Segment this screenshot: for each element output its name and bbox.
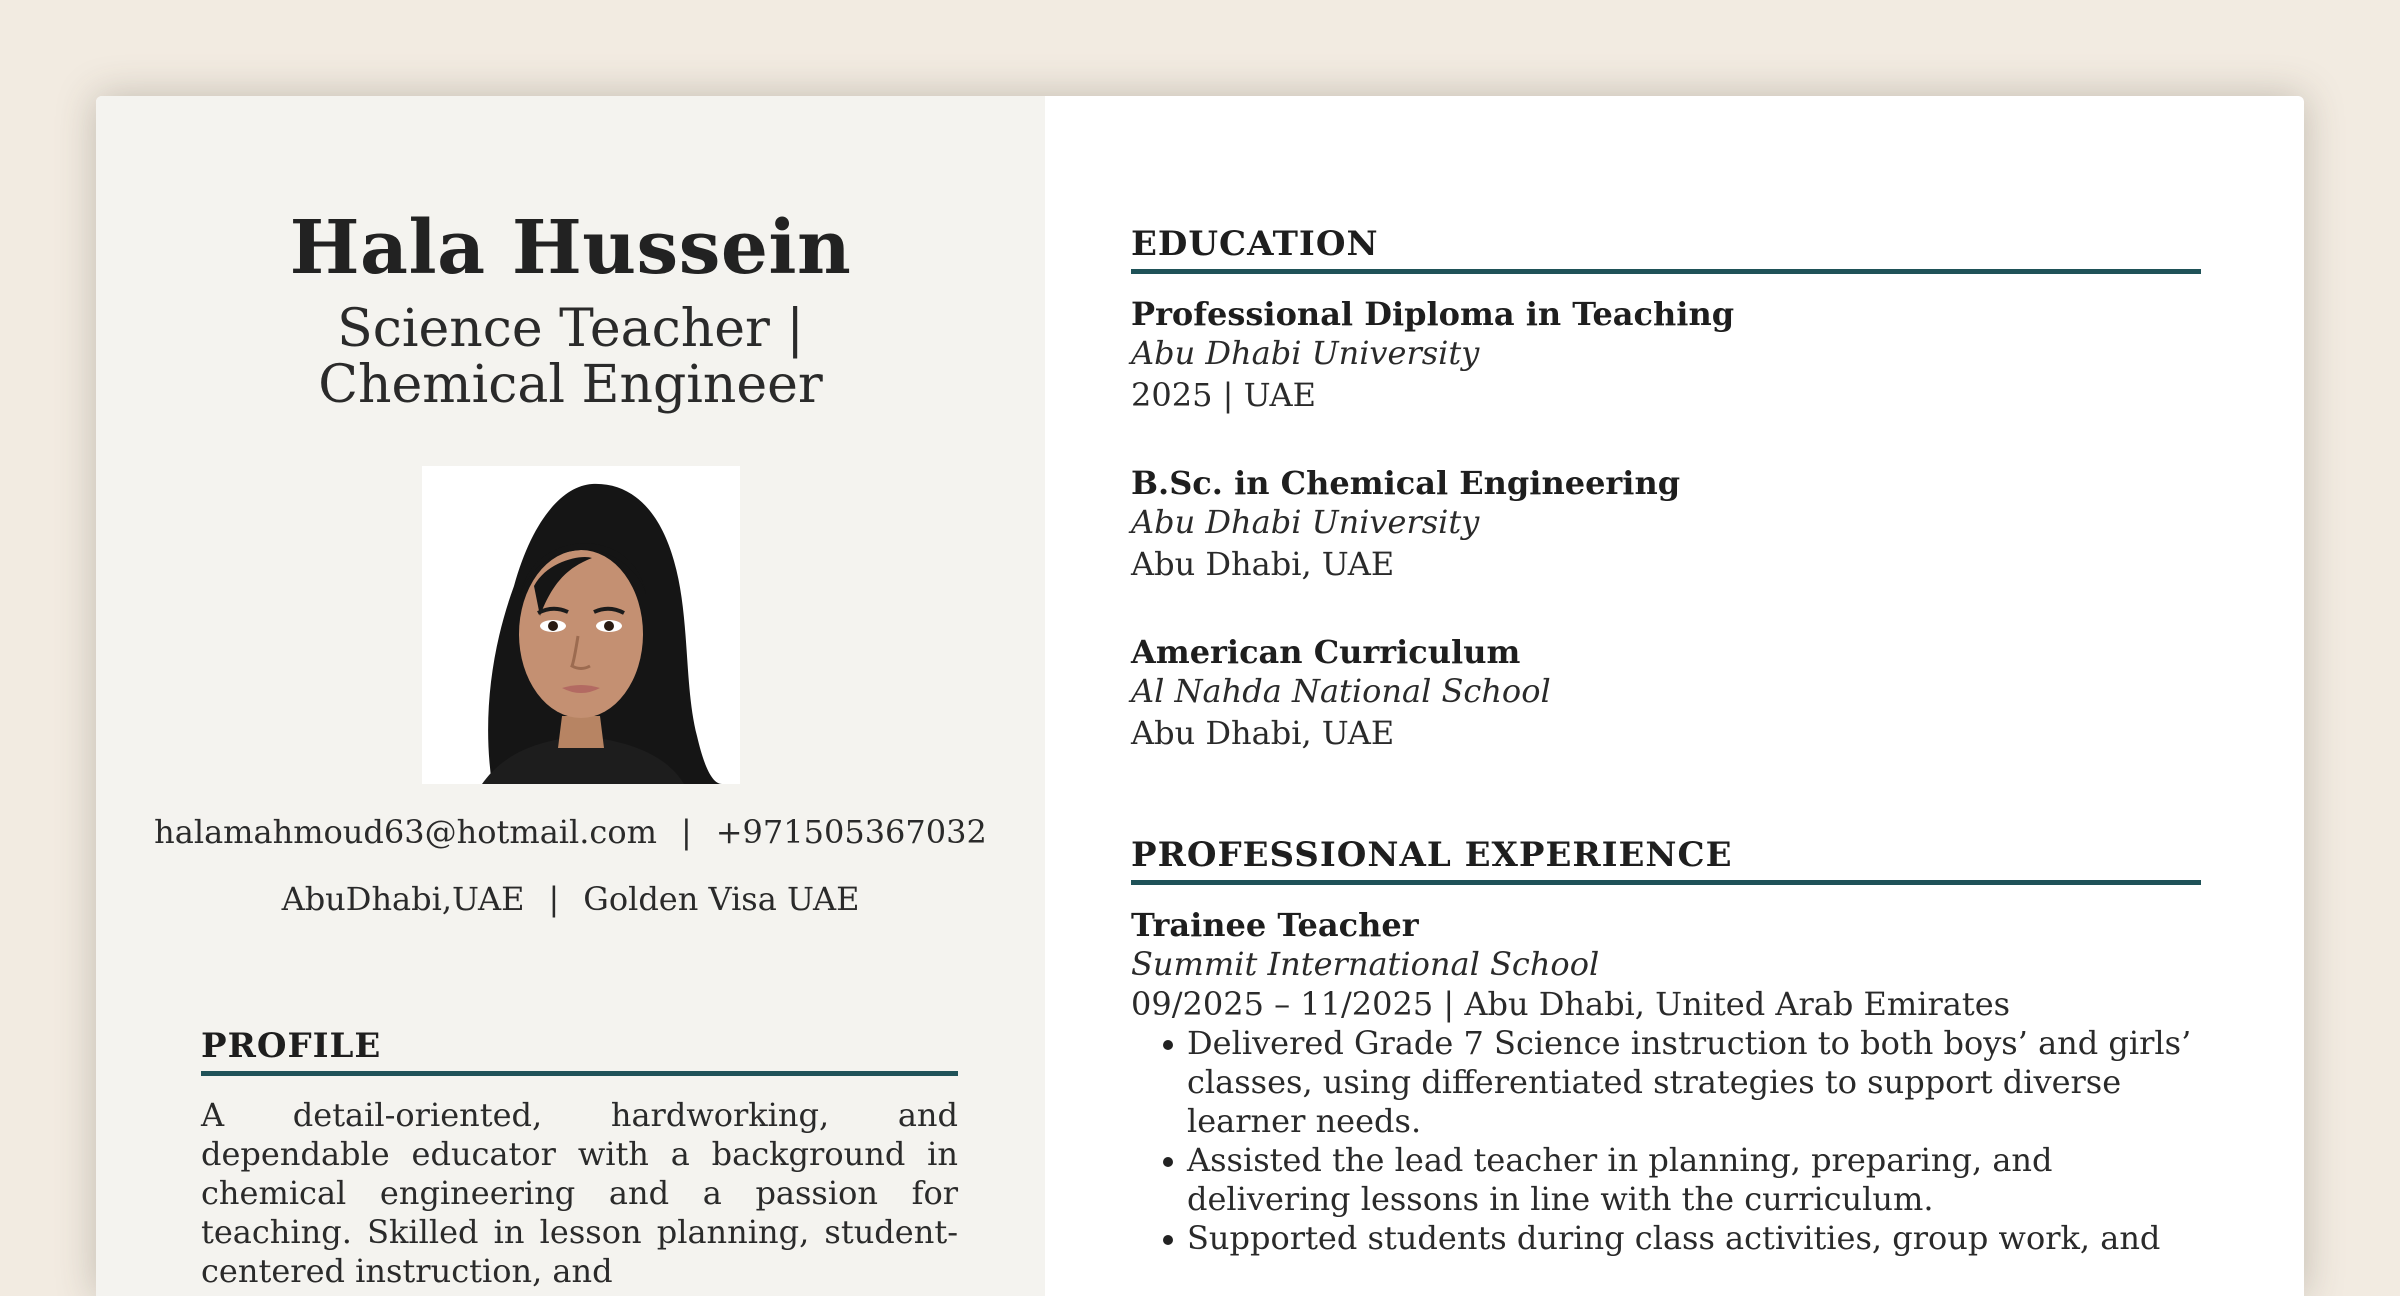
profile-divider bbox=[201, 1071, 958, 1076]
education-detail: Abu Dhabi, UAE bbox=[1131, 545, 1395, 583]
email-link[interactable]: halamahmoud63@hotmail.com bbox=[154, 813, 657, 851]
contact-line-2 bbox=[96, 879, 1045, 919]
profile-heading: PROFILE bbox=[201, 1026, 382, 1066]
employer: Summit International School bbox=[1131, 945, 1600, 983]
education-entry bbox=[1131, 294, 2201, 417]
separator: | bbox=[548, 880, 560, 918]
list-item: Delivered Grade 7 Science instruction to both boys’ and girls’ classes, using differentiated strategies to support diverse learner needs. bbox=[1187, 1024, 2201, 1141]
location: AbuDhabi,UAE bbox=[281, 880, 525, 918]
experience-divider bbox=[1131, 880, 2201, 885]
separator: | bbox=[680, 813, 692, 851]
portrait-illustration bbox=[422, 466, 740, 784]
job-title: Science Teacher | Chemical Engineer bbox=[318, 299, 823, 415]
education-detail: Abu Dhabi, UAE bbox=[1131, 714, 1395, 752]
job-role: Trainee Teacher bbox=[1131, 906, 1419, 944]
institution: Abu Dhabi University bbox=[1131, 334, 1480, 372]
responsibilities-list bbox=[1131, 1024, 2201, 1258]
degree: B.Sc. in Chemical Engineering bbox=[1131, 464, 1681, 502]
visa-status: Golden Visa UAE bbox=[583, 880, 860, 918]
resume-sheet bbox=[96, 96, 2304, 1296]
job-dates: 09/2025 – 11/2025 | Abu Dhabi, United Arab Emirates bbox=[1131, 985, 2011, 1023]
profile-summary: A detail-oriented, hardworking, and dependable educator with a background in chemical engineering and a passion for teaching. Skilled in lesson planning, student-centered instruction, and bbox=[201, 1096, 958, 1290]
person-name: Hala Hussein bbox=[289, 205, 852, 291]
education-entry bbox=[1131, 632, 2201, 755]
education-detail: 2025 | UAE bbox=[1131, 376, 1317, 414]
education-heading: EDUCATION bbox=[1131, 224, 1379, 264]
institution: Abu Dhabi University bbox=[1131, 503, 1480, 541]
phone-number[interactable]: +971505367032 bbox=[715, 813, 987, 851]
education-divider bbox=[1131, 269, 2201, 274]
profile-photo bbox=[422, 466, 740, 784]
degree: American Curriculum bbox=[1131, 633, 1521, 671]
institution: Al Nahda National School bbox=[1131, 672, 1551, 710]
education-entry bbox=[1131, 463, 2201, 586]
degree: Professional Diploma in Teaching bbox=[1131, 295, 1735, 333]
list-item: Supported students during class activities, group work, and bbox=[1187, 1219, 2201, 1258]
experience-heading: PROFESSIONAL EXPERIENCE bbox=[1131, 835, 1733, 875]
right-panel bbox=[1045, 96, 2304, 1296]
left-panel bbox=[96, 96, 1045, 1296]
experience-entry bbox=[1131, 905, 2201, 1258]
contact-line-1 bbox=[96, 812, 1045, 852]
list-item: Assisted the lead teacher in planning, preparing, and delivering lessons in line with the curriculum. bbox=[1187, 1141, 2201, 1219]
